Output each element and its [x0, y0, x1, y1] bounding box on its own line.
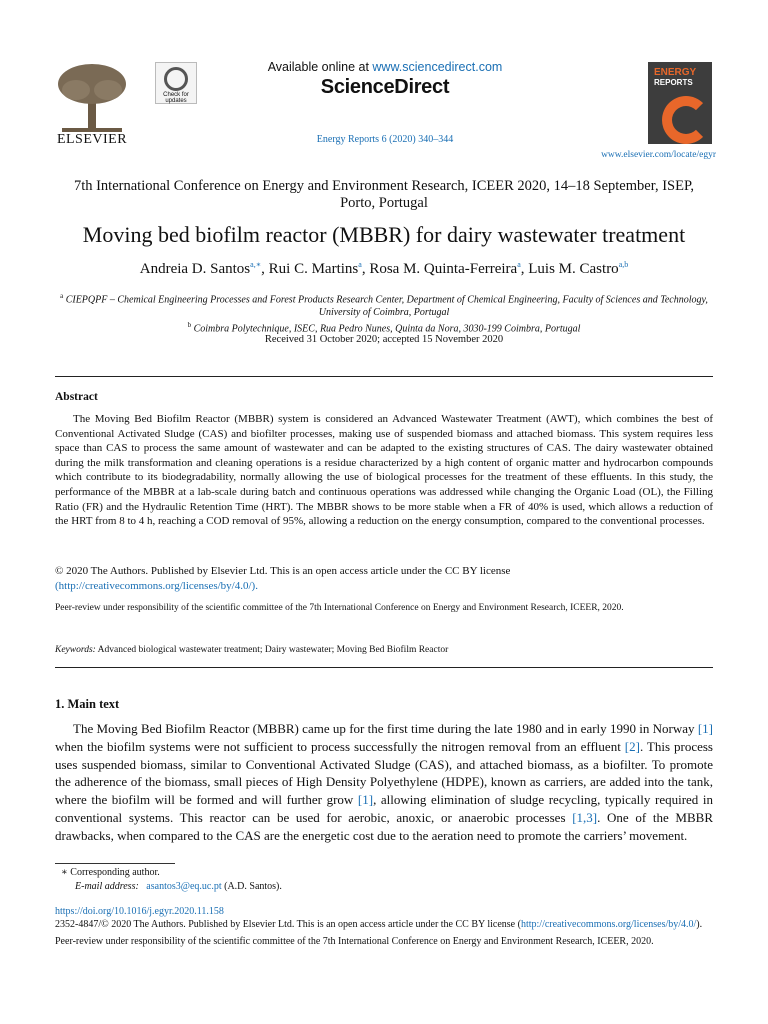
author-name[interactable]: Andreia D. Santos	[139, 261, 251, 277]
author-affil-mark[interactable]: a,∗	[250, 260, 262, 269]
keywords	[55, 645, 713, 655]
author-name[interactable]: Rui C. Martins	[268, 261, 359, 277]
author-name[interactable]: Rosa M. Quinta-Ferreira	[369, 261, 518, 277]
citation-link[interactable]: [1]	[357, 792, 374, 808]
affiliation-b: $^b$ Coimbra Polytechnique, ISEC, Rua Pedro Nunes, Quinta da Nora, 3030-199 Coimbra, Portugal	[187, 321, 581, 335]
author-list: Andreia D. Santos$^{a,∗}$, Rui C. Martins$^a$, Rosa M. Quinta-Ferreira$^a$, Luis M. Castro$^{a,b}$	[139, 260, 629, 277]
main-text-body: The Moving Bed Biofilm Reactor (MBBR) came up for the first time during the late 1980 and in early 1990 in Norway [1] when the biofilm systems were not sufficient to process successfully the nitrogen removal from an effluent [2]. This process uses suspended biomass, similar to Conventional Activated Sludge (CAS), and attached biomass, as a biofilter. To promote the adherence of the biomass, small pieces of High Density Polyethylene (HDPE), known as carriers, are added into the tank, where the biofilm will be formed and will further grow [1], allowing elimination of sludge recycling, typically required in conventional systems. This reactor can be used for aerobic, anoxic, or anaerobic processes [1,3]. One of the MBBR drawbacks, when compared to the CAS are the energetic cost due to the aeration need to promote the carriers’ movement.	[55, 721, 714, 843]
conference-name: 7th International Conference on Energy and Environment Research, ICEER 2020, 14–18 September, ISEP, Porto, Portugal	[73, 178, 695, 211]
corresponding-author-note: ∗ Corresponding author.	[61, 867, 160, 878]
divider	[55, 667, 713, 668]
cover-title-2: REPORTS	[654, 78, 693, 87]
citation-link[interactable]: [1]	[697, 721, 713, 736]
affiliation-a: $^a$ CIEPQPF – Chemical Engineering Processes and Forest Products Research Center, Department of Chemical Engineering, Faculty of Sciences and Technology, University of Coimbra, Portugal	[60, 292, 708, 319]
footer-peer-review: Peer-review under responsibility of the scientific committee of the 7th International Conference on Energy and Environment Research, ICEER, 2020.	[55, 936, 654, 947]
footnotes	[55, 866, 713, 894]
license-link[interactable]: (http://creativecommons.org/licenses/by/4.0/).	[55, 580, 258, 592]
paper-title: Moving bed biofilm reactor (MBBR) for dairy wastewater treatment	[82, 222, 686, 247]
keywords-label: Keywords:	[55, 645, 96, 655]
citation-link[interactable]: [1,3]	[572, 809, 598, 825]
check-for-updates-badge[interactable]	[155, 62, 197, 104]
issn-license-link[interactable]: http://creativecommons.org/licenses/by/4.0/	[520, 919, 697, 930]
cover-e-icon	[662, 96, 710, 144]
sciencedirect-brand: ScienceDirect	[320, 76, 450, 98]
author-affil-mark[interactable]: a	[358, 260, 362, 269]
copyright-line: © 2020 The Authors. Published by Elsevier Ltd. This is an open access article under the CC BY license	[55, 565, 511, 577]
publisher-name: ELSEVIER	[56, 132, 128, 147]
journal-cover-image	[648, 62, 712, 144]
crossmark-icon	[164, 67, 188, 91]
doi-link[interactable]: https://doi.org/10.1016/j.egyr.2020.11.158	[55, 906, 224, 917]
check-for-updates-label: Check for updates	[163, 92, 189, 104]
article-footer	[55, 905, 713, 948]
abstract-heading: Abstract	[55, 391, 98, 403]
citation-link[interactable]: [2]	[624, 738, 640, 754]
footnote-divider	[55, 863, 175, 864]
email-link[interactable]: asantos3@eq.uc.pt	[146, 881, 222, 892]
author-name[interactable]: Luis M. Castro	[528, 261, 619, 277]
author-affil-mark[interactable]: a	[517, 260, 521, 269]
available-prefix: Available online at	[267, 60, 373, 74]
issn-line: 2352-4847/© 2020 The Authors. Published by Elsevier Ltd. This is an open access article under the CC BY license (http://creativecommons.org/licenses/by/4.0/).	[55, 919, 703, 930]
available-online-line	[230, 60, 540, 74]
journal-homepage-link[interactable]: www.elsevier.com/locate/egyr	[601, 150, 716, 160]
cover-title-1: ENERGY	[654, 67, 697, 78]
affiliations	[55, 290, 713, 336]
section-heading: 1. Main text	[55, 697, 120, 711]
abstract-body: The Moving Bed Biofilm Reactor (MBBR) system is considered an Advanced Wastewater Treatment (AWT), which combines the best of Conventional Activated Sludge (CAS) and biofilter processes, making use of suspended biomass and attached biomass. This system requires less space than CAS to process the same amount of wastewater and can be adapted to the existing structures of CAS. The dairy wastewater obtained during the milk transformation and cleaning operations is a residue characterized by a high content of organic matter and hydrocarbon compounds which contribute to its biodegradability, normally allowing the use of biological processes for the treatment of these effluents. In this study, the performance of the MBBR at a lab-scale during batch and continuous operations was addressed while changing the Organic Load (OL), the Filling Ratio (FR) and the Hydraulic Retention Time (HRT). The MBBR shows to be more stable when a FR of 40% is used, which allows a reduction of the HRT from 8 to 4 h, reaching a COD removal of 95%, allowing a reduction on the energy consumption, compared to the conventional processes.	[55, 413, 713, 528]
author-affil-mark[interactable]: a,b	[618, 260, 629, 269]
divider	[55, 376, 713, 377]
sciencedirect-link[interactable]: www.sciencedirect.com	[372, 60, 503, 74]
copyright-notice	[55, 564, 713, 594]
peer-review-note: Peer-review under responsibility of the scientific committee of the 7th International Conference on Energy and Environment Research, ICEER, 2020.	[55, 603, 624, 613]
journal-reference: Energy Reports 6 (2020) 340–344	[316, 134, 454, 145]
email-note: E-mail address: asantos3@eq.uc.pt (A.D. Santos).	[75, 881, 282, 892]
received-dates: Received 31 October 2020; accepted 15 November 2020	[264, 334, 504, 345]
keywords-text: Advanced biological wastewater treatment; Dairy wastewater; Moving Bed Biofilm Reactor	[95, 645, 449, 655]
